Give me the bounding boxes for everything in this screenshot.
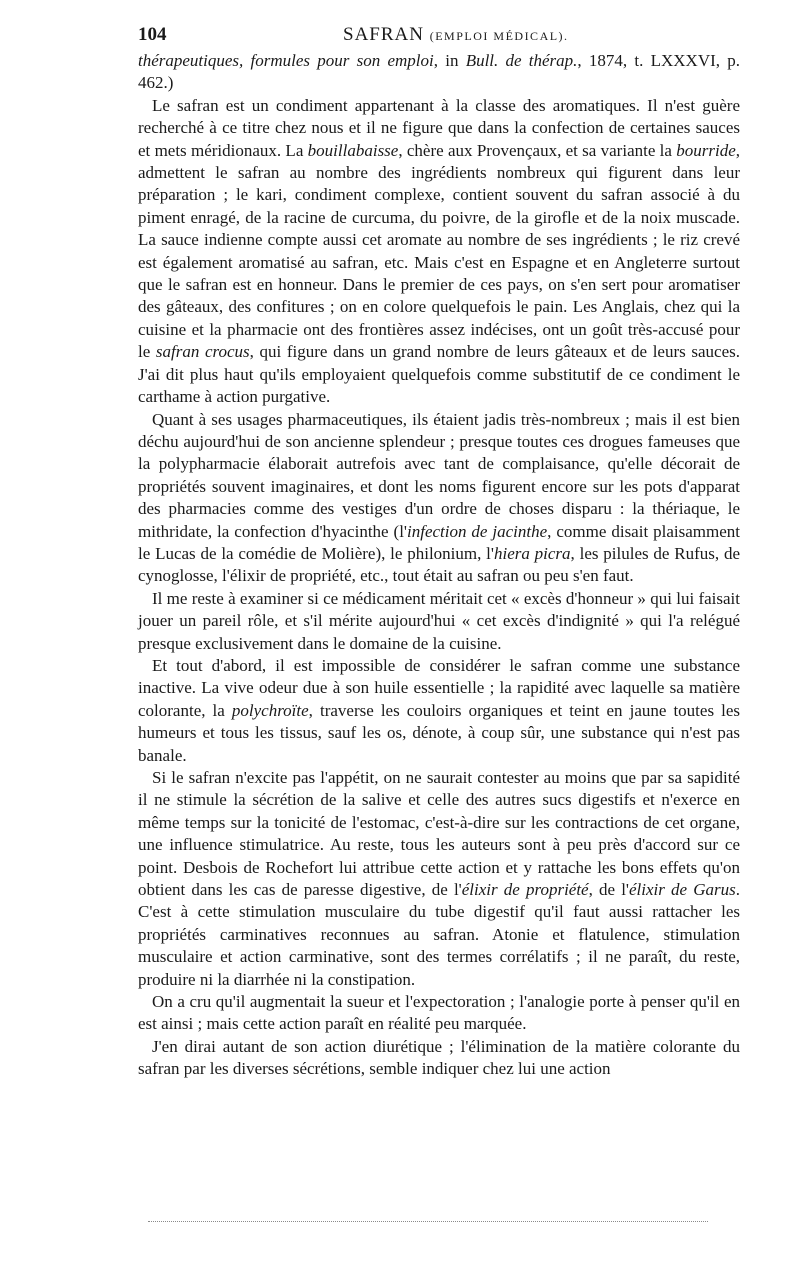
page-number: 104 bbox=[138, 24, 167, 45]
paragraph bbox=[138, 95, 740, 409]
italic-text: polychroïte bbox=[231, 700, 309, 720]
page bbox=[138, 20, 740, 1081]
italic-text: élixir de propriété bbox=[461, 880, 589, 900]
italic-text: infection de jacinthe bbox=[407, 521, 548, 541]
text-run: , comme disait plaisamment le Lucas de la comédie de Molière), le philonium, l' bbox=[138, 521, 740, 563]
text-run: Si le safran n'excite pas l'appétit, on ne saurait contester au moins que par sa sapidité il ne stimule la sécrétion de la salive et celle des autres sucs digestifs et n'exerce en même temps sur la tonicité de l'estomac, c'est-à-dire sur les contractions de cet organe, une influence stimulatrice. Au reste, tous les auteurs sont à peu près d'accord sur ce point. Desbois de Rochefort lui attribue cette action et y rattache les bons effets qu'on obtient dans les cas de paresse digestive, de l' bbox=[138, 768, 740, 900]
paragraph bbox=[138, 655, 740, 767]
body-text bbox=[138, 50, 740, 1081]
text-run: , admettent le safran au nombre des ingrédients nombreux qui figurent dans leur préparation ; le kari, condiment complexe, contient souvent du safran associé à du piment enragé, de la racine de curcuma, du poivre, de la girofle et de la noix muscade. La sauce indienne compte aussi cet aromate au nombre de ses ingrédients ; le riz crevé est également aromatisé au safran, etc. Mais c'est en Espagne et en Angleterre surtout que le safran est en honneur. Dans le premier de ces pays, on s'en sert pour aromatiser des gâteaux, des confitures ; on en colore quelquefois le pain. Les Anglais, chez qui la cuisine et la pharmacie ont des frontières assez indécises, ont un goût très-accusé pour le bbox=[138, 140, 740, 362]
paragraph bbox=[138, 767, 740, 991]
italic-text: thérapeutiques, formules pour son emploi bbox=[138, 51, 434, 70]
text-run: On a cru qu'il augmentait la sueur et l'expectoration ; l'analogie porte à penser qu'il en est ainsi ; mais cette action paraît en réalité peu marquée. bbox=[138, 992, 740, 1034]
text-run: Et tout d'abord, il est impossible de considérer le safran comme une substance inactive. La vive odeur due à son huile essentielle ; la rapidité avec laquelle sa matière colorante, la bbox=[138, 655, 740, 720]
running-title-subtitle: (EMPLOI MÉDICAL). bbox=[429, 29, 569, 43]
paragraph bbox=[138, 991, 740, 1036]
italic-text: Bull. de thérap. bbox=[465, 51, 578, 70]
running-title bbox=[343, 20, 569, 51]
text-run: , chère aux Provençaux, et sa variante la bbox=[398, 140, 677, 160]
running-head bbox=[138, 20, 740, 50]
text-run: , les pilules de Rufus, de cynoglosse, l'élixir de propriété, etc., tout était au safran ou peu s'en faut. bbox=[138, 543, 740, 586]
paragraph bbox=[138, 588, 740, 655]
text-run: , in bbox=[433, 51, 466, 70]
paragraph bbox=[138, 50, 740, 95]
text-run: , de l' bbox=[588, 880, 629, 900]
text-run: , 1874, t. LXXXVI, p. 462.) bbox=[138, 51, 740, 93]
italic-text: safran crocus bbox=[155, 342, 250, 362]
text-run: , traverse les couloirs organiques et teint en jaune toutes les humeurs et tous les tissus, sauf les os, dénote, à coup sûr, une substance qui n'est pas banale. bbox=[138, 700, 740, 765]
italic-text: élixir de Garus bbox=[629, 880, 736, 900]
italic-text: bourride bbox=[676, 140, 736, 160]
italic-text: hiera picra bbox=[493, 543, 571, 563]
italic-text: bouillabaisse bbox=[307, 140, 399, 160]
running-title-main: SAFRAN bbox=[343, 24, 424, 45]
paragraph bbox=[138, 1036, 740, 1081]
text-run: , qui figure dans un grand nombre de leurs gâteaux et de leurs sauces. J'ai dit plus haut qu'ils employaient quelquefois comme substitutif de ce condiment le carthame à action purgative. bbox=[138, 342, 740, 407]
text-run: Il me reste à examiner si ce médicament méritait cet « excès d'honneur » qui lui faisait jouer un pareil rôle, et s'il mérite aujourd'hui « cet excès d'indignité » qui l'a relégué presque exclusivement dans le domaine de la cuisine. bbox=[138, 588, 740, 653]
footer-dotted-rule bbox=[148, 1221, 708, 1222]
text-run: Le safran est un condiment appartenant à la classe des aromatiques. Il n'est guère recherché à ce titre chez nous et il ne figure que dans la confection de certaines sauces et mets méridionaux. La bbox=[138, 95, 740, 160]
text-run: . C'est à cette stimulation musculaire du tube digestif qu'il faut aussi rattacher les propriétés carminatives reconnues au safran. Atonie et flatulence, stimulation musculaire et action carminative, sont des termes corrélatifs ; il ne paraît, du reste, produire ni la diarrhée ni la constipation. bbox=[138, 880, 740, 989]
text-run: Quant à ses usages pharmaceutiques, ils étaient jadis très-nombreux ; mais il est bien déchu aujourd'hui de son ancienne splendeur ; presque toutes ces drogues fameuses que la polypharmacie élaborait autrefois avec tant de complaisance, qu'elle décorait de propriétés souvent imaginaires, et dont les noms figurent encore sur les pots d'apparat des pharmacies comme des vestiges d'un ordre de choses disparu : la thériaque, le mithridate, la confection d'hyacinthe (l' bbox=[138, 409, 740, 541]
paragraph bbox=[138, 409, 740, 588]
text-run: J'en dirai autant de son action diurétique ; l'élimination de la matière colorante du safran par les diverses sécrétions, semble indiquer chez lui une action bbox=[138, 1036, 740, 1079]
